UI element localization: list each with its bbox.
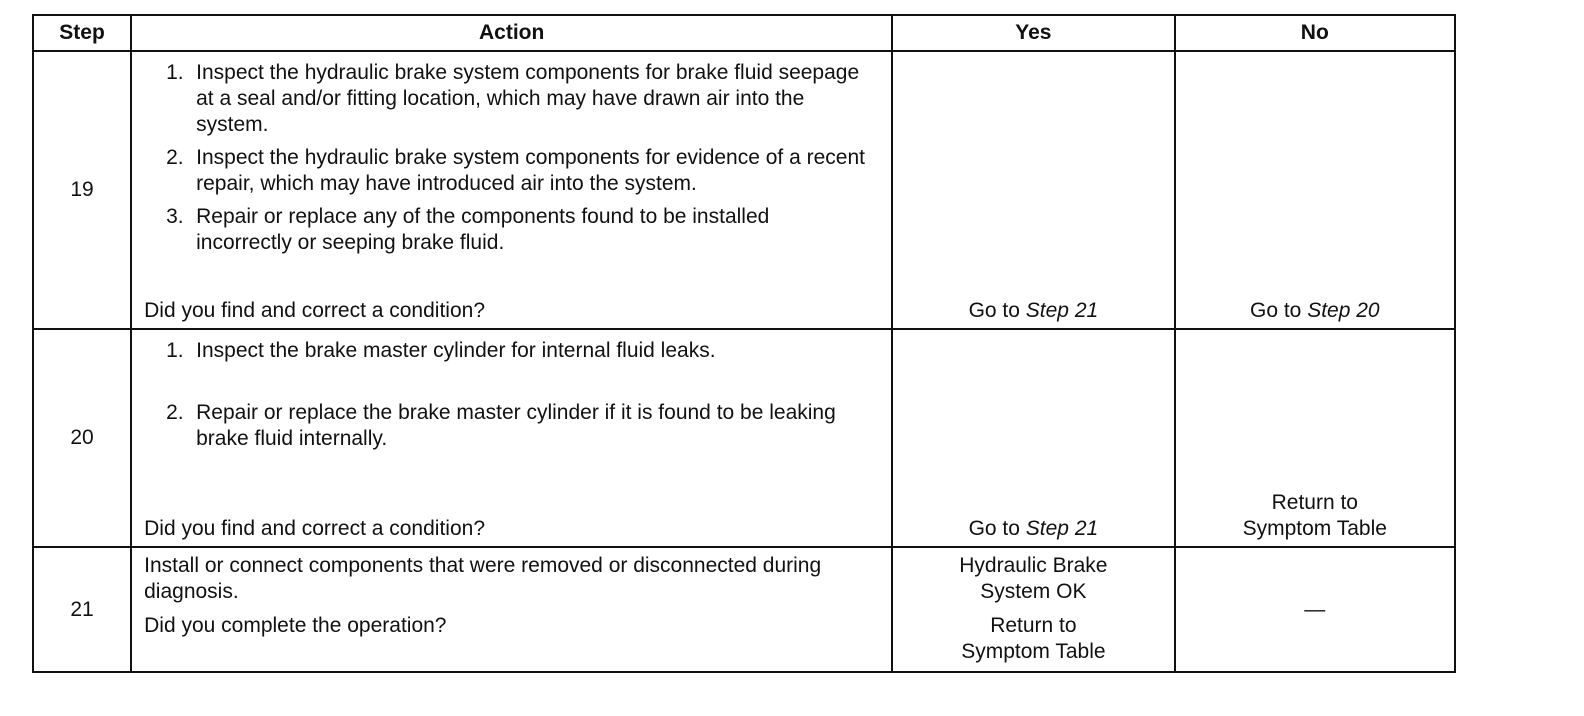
diagnostic-table <box>32 14 1456 673</box>
table-row <box>33 329 1455 547</box>
header-no: No <box>1175 15 1455 51</box>
yes-result: Go to Step 21 <box>968 299 1099 322</box>
header-yes: Yes <box>892 15 1174 51</box>
question-text: Did you find and correct a condition? <box>144 517 485 540</box>
table-row <box>33 547 1455 672</box>
item-number: 3. <box>166 205 184 228</box>
no-result: Return to Symptom Table <box>1242 491 1387 540</box>
list-item <box>132 60 891 138</box>
item-number: 1. <box>166 339 184 362</box>
no-result-dash: — <box>1304 597 1326 621</box>
step-number: 21 <box>33 547 131 672</box>
header-action: Action <box>131 15 892 51</box>
no-cell <box>1175 329 1455 547</box>
step-number: 20 <box>33 329 131 547</box>
yes-cell <box>892 329 1174 547</box>
yes-result: Go to Step 21 <box>968 517 1099 540</box>
step-number: 19 <box>33 51 131 329</box>
question-text: Did you find and correct a condition? <box>144 299 485 322</box>
table-row <box>33 51 1455 329</box>
no-result: Go to Step 20 <box>1249 299 1380 322</box>
item-text: Repair or replace any of the components found to be installed incorrectly or seeping brake fluid. <box>196 205 770 254</box>
header-row <box>33 15 1455 51</box>
item-number: 2. <box>166 401 184 424</box>
item-text: Repair or replace the brake master cylinder if it is found to be leaking brake fluid internally. <box>196 401 836 450</box>
item-text: Inspect the hydraulic brake system components for brake fluid seepage at a seal and/or fitting location, which may have drawn air into the system. <box>196 61 860 136</box>
item-text: Inspect the brake master cylinder for internal fluid leaks. <box>196 339 716 362</box>
item-number: 1. <box>166 61 184 84</box>
action-cell <box>131 329 892 547</box>
yes-cell <box>892 547 1174 672</box>
yes-result-ok: Hydraulic Brake System OK <box>959 554 1108 603</box>
step-link[interactable]: Step 20 <box>1307 299 1380 322</box>
list-item <box>132 338 891 364</box>
no-cell <box>1175 547 1455 672</box>
action-cell <box>131 547 892 672</box>
item-number: 2. <box>166 146 184 169</box>
step-link[interactable]: Step 21 <box>1025 299 1099 322</box>
yes-result-return: Return to Symptom Table <box>961 614 1106 663</box>
step-link[interactable]: Step 21 <box>1025 517 1099 540</box>
action-cell <box>131 51 892 329</box>
list-item <box>132 204 891 256</box>
no-cell <box>1175 51 1455 329</box>
list-item <box>132 145 891 197</box>
list-item <box>132 400 891 452</box>
yes-cell <box>892 51 1174 329</box>
question-text: Did you complete the operation? <box>144 614 447 637</box>
action-text: Install or connect components that were removed or disconnected during diagnosis. <box>144 554 822 603</box>
item-text: Inspect the hydraulic brake system components for evidence of a recent repair, which may have introduced air into the system. <box>196 146 865 195</box>
header-step: Step <box>33 15 131 51</box>
